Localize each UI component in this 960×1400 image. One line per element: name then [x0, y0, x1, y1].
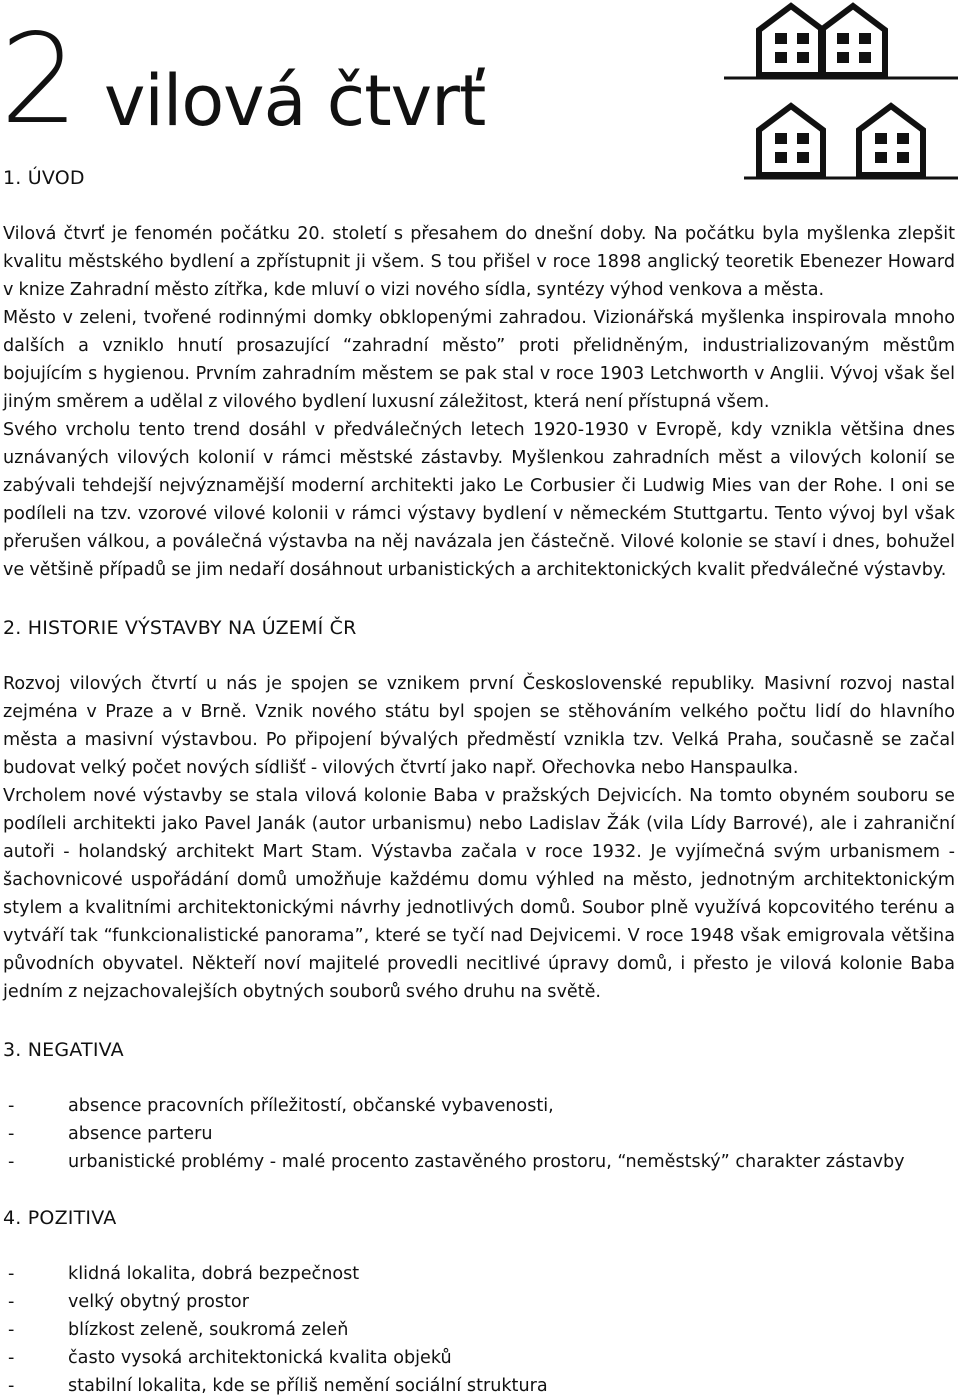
list-item-text: velký obytný prostor [68, 1292, 249, 1312]
houses-icon [722, 0, 960, 182]
list-item-text: stabilní lokalita, kde se příliš nemění sociální struktura [68, 1376, 548, 1396]
section-heading-intro: 1. ÚVOD [3, 167, 85, 189]
paragraph: Rozvoj vilových čtvrtí u nás je spojen se vznikem první Československé republiky. Masivní rozvoj nastal zejména v Praze a v Brně. Vznik nového státu byl spojen se stěhováním velkého počtu lidí do hlavního města a masivní výstavbou. Po připojení bývalých předměstí vznikla tzv. Velká Praha, současně se začal budovat velký počet nových sídlišť - vilových čtvrtí jako např. Ořechovka nebo Hanspaulka. [3, 674, 955, 778]
list-item-text: absence parteru [68, 1124, 213, 1144]
list-item-text: často vysoká architektonická kvalita objeků [68, 1348, 452, 1368]
list-item-text: urbanistické problémy - malé procento zastavěného prostoru, “neměstský” charakter zástavby [68, 1152, 905, 1172]
list-item [8, 1316, 548, 1344]
list-item [8, 1288, 548, 1316]
list-dash: - [8, 1096, 15, 1116]
paragraph: Vrcholem nové výstavby se stala vilová kolonie Baba v pražských Dejvicích. Na tomto obyném souboru se podíleli architekti jako Pavel Janák (autor urbanismu) nebo Ladislav Žák (vila Lídy Barrové), ale i zahraniční autoři - holandský architekt Mart Stam. Výstavba začala v roce 1932. Je vyjímečná svým urbanismem - šachovnicové uspořádání domů umožňuje každému domu výhled na město, jednotným architektonickým stylem a kvalitními architektonickými návrhy jednotlivých domů. Soubor plně využívá kopcovitého terénu a vytváří tak “funkcionalistické panorama”, které se tyčí nad Dejvicemi. V roce 1948 však emigrovala většina původních obyvatel. Někteří noví majitelé provedli necitlivé úpravy domů, i přesto je vilová kolonie Baba jedním z nejzachovalejších obytných souborů svého druhu na světě. [3, 786, 955, 1002]
list-item [8, 1120, 905, 1148]
list-item [8, 1148, 905, 1176]
negatives-list [8, 1092, 905, 1176]
list-dash: - [8, 1292, 15, 1312]
list-item [8, 1092, 905, 1120]
section-heading-negatives: 3. NEGATIVA [3, 1039, 124, 1061]
paragraph: Svého vrcholu tento trend dosáhl v předválečných letech 1920-1930 v Evropě, kdy vznikla většina dnes uznávaných vilových kolonií v rámci městské zástavby. Myšlenkou zahradních měst a vilových kolonií se zabývali tehdejší nejvýznamější moderní architekti jako Le Corbusier či Ludwig Mies van der Rohe. I oni se podíleli na tzv. vzorové vilové kolonii v rámci výstavy bydlení v německém Stuttgartu. Tento vývoj byl však přerušen válkou, a poválečná výstavba na něj navázala jen částečně. Vilové kolonie se staví i dnes, bohužel ve většině případů se jim nedaří dosáhnout urbanistických a architektonických kvalit předválečné výstavby. [3, 420, 955, 580]
list-dash: - [8, 1152, 15, 1172]
list-item [8, 1344, 548, 1372]
list-dash: - [8, 1264, 15, 1284]
chapter-number: 2 [0, 8, 75, 152]
list-dash: - [8, 1376, 15, 1396]
section-heading-history: 2. HISTORIE VÝSTAVBY NA ÚZEMÍ ČR [3, 617, 357, 639]
history-text [3, 670, 955, 1006]
page-title: vilová čtvrť [104, 60, 486, 142]
paragraph: Město v zeleni, tvořené rodinnými domky obklopenými zahradou. Vizionářská myšlenka inspirovala mnoho dalších a vzniklo hnutí prosazující “zahradní město” proti přelidněným, industrializovaným městům bojujícím s hygienou. Prvním zahradním městem se pak stal v roce 1903 Letchworth v Anglii. Vývoj však šel jiným směrem a udělal z vilového bydlení luxusní záležitost, která není přístupná všem. [3, 308, 955, 412]
paragraph: Vilová čtvrť je fenomén počátku 20. století s přesahem do dnešní doby. Na počátku byla myšlenka zlepšit kvalitu městského bydlení a zpřístupnit ji všem. S tou přišel v roce 1898 anglický teoretik Ebenezer Howard v knize Zahradní město zítřka, kde mluví o vizi nového sídla, syntézy výhod venkova a města. [3, 224, 955, 300]
list-item-text: absence pracovních příležitostí, občanské vybavenosti, [68, 1096, 554, 1116]
list-item-text: blízkost zeleně, soukromá zeleň [68, 1320, 349, 1340]
list-dash: - [8, 1348, 15, 1368]
list-item [8, 1372, 548, 1400]
list-dash: - [8, 1320, 15, 1340]
positives-list [8, 1260, 548, 1400]
section-heading-positives: 4. POZITIVA [3, 1207, 117, 1229]
list-dash: - [8, 1124, 15, 1144]
intro-text [3, 220, 955, 584]
list-item [8, 1260, 548, 1288]
list-item-text: klidná lokalita, dobrá bezpečnost [68, 1264, 360, 1284]
